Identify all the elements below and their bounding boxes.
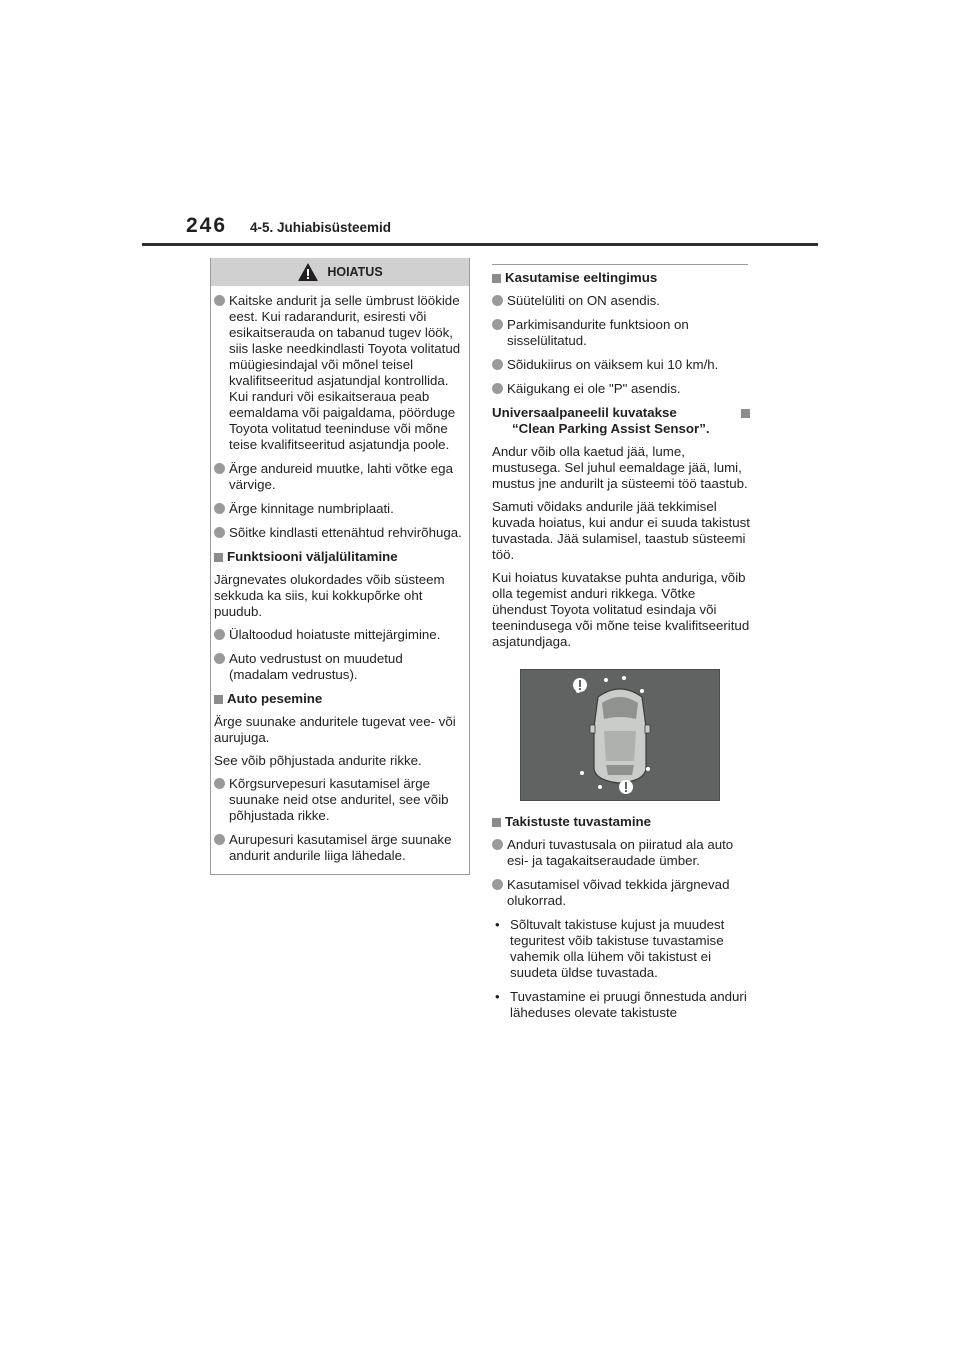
bullet-icon <box>214 629 225 640</box>
square-marker-icon <box>492 818 501 827</box>
header-divider <box>142 243 818 246</box>
sub-list-item: • Tuvastamine ei pruugi õnnestuda anduri läheduses olevate takistuste <box>495 989 747 1020</box>
paragraph: Samuti võidaks andurile jää tekkimisel kuvada hoiatus, kui andur ei suuda takistust tuvastada. Jää sulamisel, taastub süsteemi töö. <box>492 499 750 562</box>
bullet-icon <box>214 834 225 845</box>
car-top-view-icon <box>590 689 650 783</box>
square-marker-icon <box>492 274 501 283</box>
list-item: Sõitke kindlasti ettenähtud rehvirõhuga. <box>214 525 464 541</box>
paragraph: Andur võib olla kaetud jää, lume, mustusega. Sel juhul eemaldage jää, lumi, mustus jne andurilt ja süsteemi töö taastub. <box>492 444 748 491</box>
end-marker-icon <box>741 409 750 418</box>
message-title: Universaalpaneelil kuvatakse “Clean Parking Assist Sensor”. <box>492 405 750 437</box>
sensor-warning-icon <box>573 678 587 692</box>
paragraph: See võib põhjustada andurite rikke. <box>214 753 422 768</box>
bullet-icon <box>214 503 225 514</box>
paragraph: Ärge suunake anduritele tugevat vee- või aurujuga. <box>214 714 456 745</box>
bullet-icon <box>214 463 225 474</box>
section-divider <box>492 264 748 265</box>
list-item: Sõidukiirus on väiksem kui 10 km/h. <box>492 357 750 373</box>
list-item: Ärge kinnitage numbriplaati. <box>214 501 464 517</box>
bullet-icon <box>492 383 503 394</box>
square-marker-icon <box>214 553 223 562</box>
warning-header <box>211 258 469 286</box>
bullet-icon <box>214 527 225 538</box>
bullet-icon <box>214 295 225 306</box>
paragraph: Kui hoiatus kuvatakse puhta anduriga, võib olla tegemist anduri rikkega. Võtke ühendust Toyota volitatud esindaja või teenindusega või mõne teise kvalifitseeritud asjatundjaga. <box>492 570 750 649</box>
warning-box <box>210 258 470 875</box>
bullet-icon <box>492 879 503 890</box>
section-title: 4-5. Juhiabisüsteemid <box>250 220 392 235</box>
left-column <box>210 258 470 875</box>
list-item: Aurupesuri kasutamisel ärge suunake andurit andurile liiga lähedale. <box>214 832 464 864</box>
sub-list-item: • Sõltuvalt takistuse kujust ja muudest teguritest võib takistuse tuvastamise vahemik olla lühem või takistust ei suudeta üldse tuvastada. <box>495 917 725 980</box>
paragraph: Järgnevates olukordades võib süsteem sekkuda ka siis, kui kokkupõrke oht puudub. <box>214 572 445 619</box>
list-item: Käigukang ei ole "P" asendis. <box>492 381 750 397</box>
list-item: Parkimisandurite funktsioon on sisselülitatud. <box>492 317 750 349</box>
list-item: Süütelüliti on ON asendis. <box>492 293 750 309</box>
section-heading: Kasutamise eeltingimus <box>492 270 750 286</box>
page-number: 246 <box>186 214 228 237</box>
section-heading: Auto pesemine <box>214 691 464 707</box>
list-item: Ärge andureid muutke, lahti võtke ega värvige. <box>214 461 464 493</box>
bullet-icon <box>214 778 225 789</box>
warning-body <box>211 286 469 864</box>
parking-sensor-figure <box>520 669 720 801</box>
list-item: Kaitske andurit ja selle ümbrust löökide eest. Kui radarandurit, esiresti või esikaitserauda on tabanud tugev löök, siis laske needkindlasti Toyota volitatud müügiesindajal või mõnel teisel kvalifitseeritud asjatundjal kontrollida. Kui randuri või esikaitseraua peab eemaldama või paigaldama, pöörduge Toyota volitatud teeninduse või mõne teise kvalifitseeritud asjatundja poole. <box>214 293 464 453</box>
list-item: Kõrgsurvepesuri kasutamisel ärge suunake neid otse anduritel, see võib põhjustada rikke. <box>214 776 464 824</box>
bullet-icon <box>492 319 503 330</box>
list-item: Auto vedrustust on muudetud (madalam vedrustus). <box>214 651 464 683</box>
bullet-icon <box>214 653 225 664</box>
warning-title: HOIATUS <box>327 265 383 279</box>
section-heading: Takistuste tuvastamine <box>492 814 750 830</box>
right-column <box>492 264 750 1029</box>
list-item: Anduri tuvastusala on piiratud ala auto esi- ja tagakaitseraudade ümber. <box>492 837 750 869</box>
square-marker-icon <box>214 695 223 704</box>
list-item: Ülaltoodud hoiatuste mittejärgimine. <box>214 627 464 643</box>
list-item: Kasutamisel võivad tekkida järgnevad olukorrad. <box>492 877 750 909</box>
bullet-icon <box>492 295 503 306</box>
bullet-icon <box>492 839 503 850</box>
warning-triangle-icon <box>297 262 319 282</box>
section-heading: Funktsiooni väljalülitamine <box>214 549 464 565</box>
bullet-icon <box>492 359 503 370</box>
sensor-warning-icon <box>619 780 633 794</box>
